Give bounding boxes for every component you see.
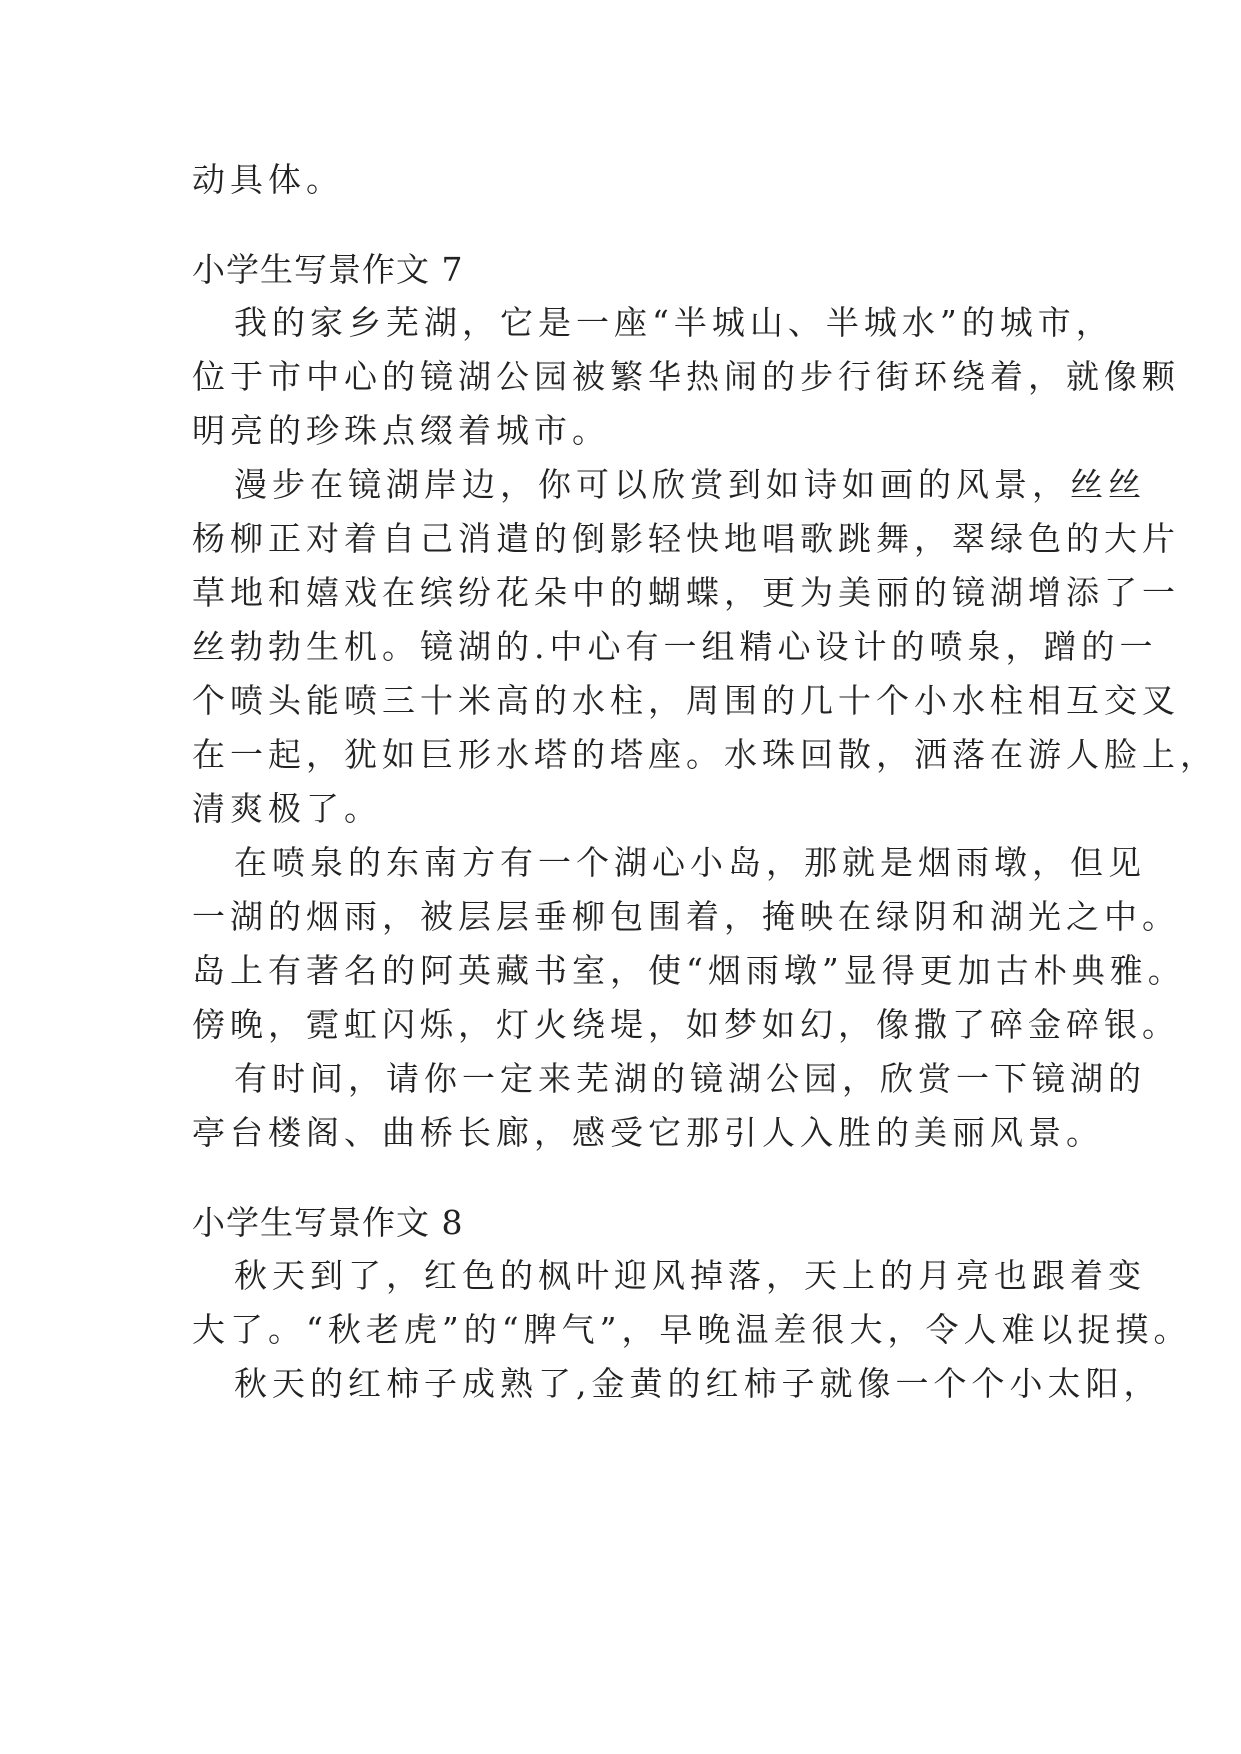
text-line: 在喷泉的东南方有一个湖心小岛，那就是烟雨墩，但见 <box>234 843 1146 882</box>
section-heading: 小学生写景作文 8 <box>192 1203 464 1242</box>
text-line: 秋天的红柿子成熟了,金黄的红柿子就像一个个小太阳， <box>234 1364 1162 1403</box>
text-line: 岛上有著名的阿英藏书室，使“烟雨墩”显得更加古朴典雅。 <box>192 951 1186 990</box>
text-line: 一湖的烟雨，被层层垂柳包围着，掩映在绿阴和湖光之中。 <box>192 897 1180 936</box>
text-line: 草地和嬉戏在缤纷花朵中的蝴蝶，更为美丽的镜湖增添了一 <box>192 573 1180 612</box>
text-line: 秋天到了，红色的枫叶迎风掉落，天上的月亮也跟着变 <box>234 1256 1146 1295</box>
text-line: 漫步在镜湖岸边，你可以欣赏到如诗如画的风景，丝丝 <box>234 465 1146 504</box>
text-line: 我的家乡芜湖，它是一座“半城山、半城水”的城市， <box>234 303 1114 342</box>
section-heading: 小学生写景作文 7 <box>192 250 464 289</box>
text-line: 在一起，犹如巨形水塔的塔座。水珠回散，洒落在游人脸上， <box>192 735 1218 774</box>
text-line: 有时间，请你一定来芜湖的镜湖公园，欣赏一下镜湖的 <box>234 1059 1146 1098</box>
text-line: 丝勃勃生机。镜湖的.中心有一组精心设计的喷泉，蹭的一 <box>192 627 1158 666</box>
text-line: 个喷头能喷三十米高的水柱，周围的几十个小水柱相互交叉 <box>192 681 1180 720</box>
text-line: 动具体。 <box>192 160 344 199</box>
text-line: 杨柳正对着自己消遣的倒影轻快地唱歌跳舞，翠绿色的大片 <box>192 519 1180 558</box>
text-line: 亭台楼阁、曲桥长廊，感受它那引人入胜的美丽风景。 <box>192 1113 1104 1152</box>
text-line: 明亮的珍珠点缀着城市。 <box>192 411 610 450</box>
text-line: 傍晚，霓虹闪烁，灯火绕堤，如梦如幻，像撒了碎金碎银。 <box>192 1005 1180 1044</box>
text-line: 清爽极了。 <box>192 789 382 828</box>
text-line: 位于市中心的镜湖公园被繁华热闹的步行街环绕着，就像颗 <box>192 357 1180 396</box>
text-line: 大了。“秋老虎”的“脾气”，早晚温差很大，令人难以捉摸。 <box>192 1310 1192 1349</box>
